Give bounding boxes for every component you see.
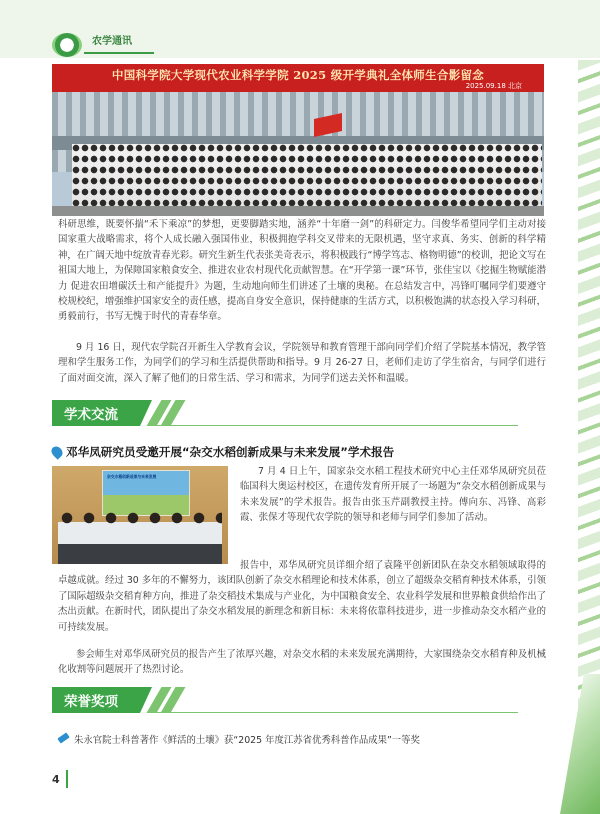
- pen-icon: [57, 732, 69, 743]
- section-header-honors: [52, 687, 512, 713]
- photo-banner-date: 2025.09.18 北京: [465, 82, 522, 90]
- logo-icon: [52, 33, 82, 57]
- event-photo-screen: [102, 470, 190, 516]
- header-tag: 农学通讯: [92, 36, 132, 47]
- header-bar: [0, 0, 600, 58]
- event-photo-people: [58, 512, 222, 564]
- section-header-academic: [52, 400, 512, 426]
- article-title: 邓华凤研究员受邀开展“杂交水稻创新成果与未来发展”学术报告: [66, 445, 395, 459]
- section-title-honors: 荣誉奖项: [64, 694, 118, 710]
- event-photo-screen-title: 杂交水稻创新成果与未来发展: [107, 474, 157, 479]
- header-underline: [84, 52, 154, 54]
- group-photo: [52, 64, 544, 216]
- photo-banner-title: 中国科学院大学现代农业科学学院 2025 级开学典礼全体师生合影留念: [111, 68, 485, 82]
- intro-paragraph-1: 科研思维，既要怀揣“禾下乘凉”的梦想，更要脚踏实地，涵养“十年磨一剑”的科研定力。闫俊华希望同学们主动对接国家重大战略需求，将个人成长融入强国伟业，积极拥抱学科交叉带来的无限机遇，坚守求真、务实、创新的科学精神，在广阔天地中绽放青春光彩。研究生新生代表张美奇表示，将积极践行“博学笃志、格物明德”的校训，把论文写在祖国大地上，为保障国家粮食安全、推进农业农村现代化贡献智慧。在“开学第一课”环节，张佳宝以《挖掘生物赋能潜力 促进农田增碳沃土和产能提升》为题，生动地向师生们讲述了土壤的奥秘。在总结发言中，冯锋叮嘱同学们要遵守校规校纪，增强维护国家安全的责任感，提高自身安全意识，保持健康的生活方式，以积极饱满的状态投入学习科研，勇毅前行，书写无愧于时代的青春华章。: [58, 219, 546, 323]
- photo-banner: [52, 64, 544, 92]
- article-paragraph-1: 7 月 4 日上午，国家杂交水稻工程技术研究中心主任邓华凤研究员莅临国科大奥运村校区，在遗传发育所开展了一场题为“杂交水稻创新成果与未来发展”的学术报告。报告由张玉芹副教授主持。傅向东、冯锋、高彩霞、张保才等现代农学院的领导和老师与同学们参加了活动。: [240, 466, 546, 524]
- award-text: 朱永官院士科普著作《鲜活的土壤》获“2025 年度江苏省优秀科普作品成果”一等奖: [74, 735, 420, 746]
- page-number: 4: [52, 773, 60, 786]
- page-number-bar: [66, 770, 68, 788]
- section-title-academic: 学术交流: [64, 407, 118, 423]
- event-photo: [52, 466, 228, 564]
- article-paragraph-3: 参会师生对邓华凤研究员的报告产生了浓厚兴趣，对杂交水稻的未来发展充满期待，大家围绕杂交水稻育种及机械化收割等问题展开了热烈讨论。: [58, 649, 546, 676]
- intro-paragraph-2: 9 月 16 日，现代农学院召开新生入学教育会议，学院领导和教育管理干部向同学们介绍了学院基本情况，教学管理和学生服务工作，为同学们的学习和生活提供帮助和指导。9 月 26-27 日，老师们走访了学生宿舍，与同学们进行了面对面交流，深入了解了他们的日常生活、学习和需求，为同学们送去关怀和温暖。: [58, 342, 546, 384]
- article-paragraph-2: 报告中，邓华凤研究员详细介绍了袁隆平创新团队在杂交水稻领域取得的卓越成就。经过 30 多年的不懈努力，该团队创新了杂交水稻理论和技术体系，创立了超级杂交稻育种技术体系，引领了国际超级杂交稻育种方向，推进了杂交稻技术集成与产业化，为中国粮食安全、农业科学发展和世界粮食供给作出了杰出贡献。在新时代，团队提出了杂交水稻发展的新理念和新目标：未来将依靠科技进步，进一步推动杂交水稻产业的可持续发展。: [58, 560, 546, 633]
- location-pin-icon: [49, 444, 65, 460]
